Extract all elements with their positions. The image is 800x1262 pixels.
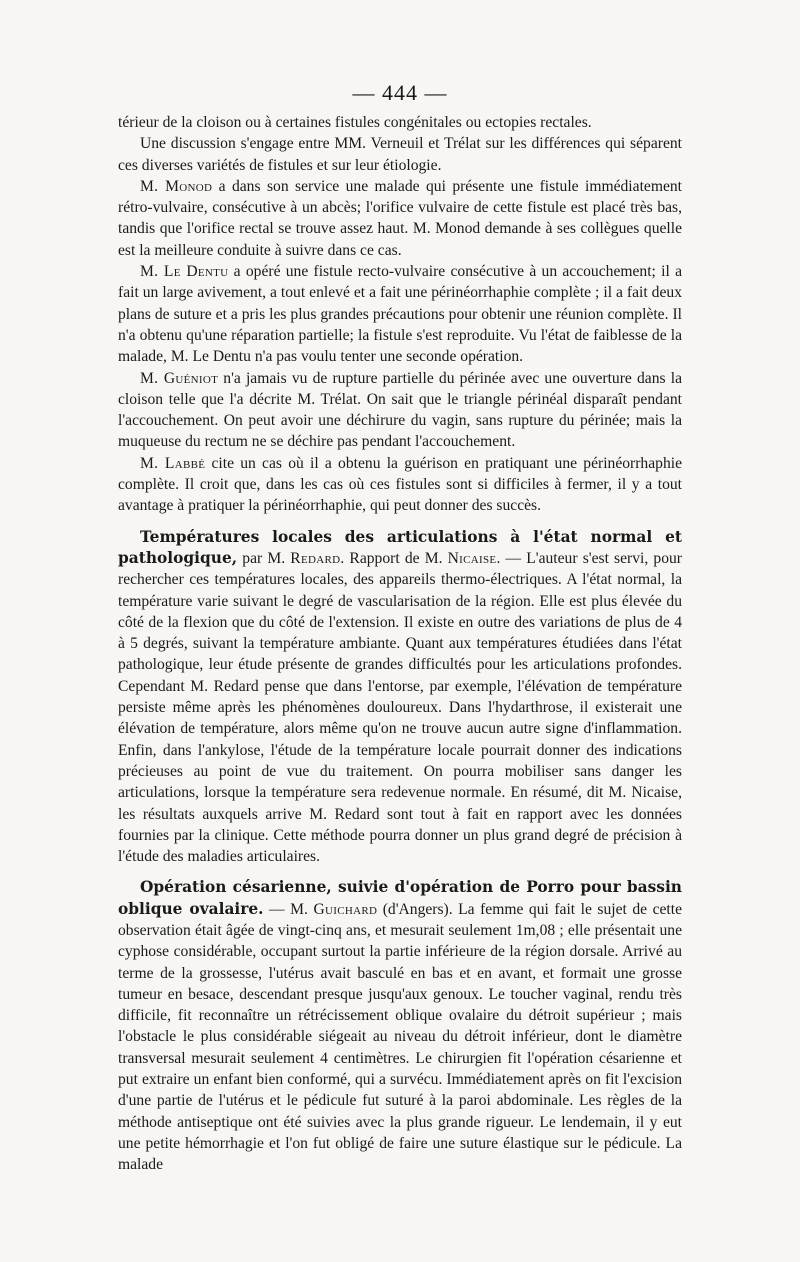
section-temperatures (118, 527, 682, 868)
author-name: Redard (290, 549, 341, 567)
paragraph-text: cite un cas où il a obtenu la guérison en pratiquant une périnéorrhaphie complète. Il croit que, dans les cas où ces fistules sont si difficiles à fermer, il y a tout avantage à pratiquer la périnéorrhaphie, qui peut donner des succès. (118, 454, 682, 515)
paragraph-text: a dans son service une malade qui présente une fistule immédiatement rétro-vulvaire, consécutive à un abcès; l'orifice vulvaire de cette fistule est placé très bas, tandis que l'orifice rectal se trouve assez haut. M. Monod demande à ses collègues quelle est la meilleure conduite à suivre dans ce cas. (118, 177, 682, 259)
paragraph-text: n'a jamais vu de rupture partielle du périnée avec une ouverture dans la cloison telle que l'a décrite M. Trélat. On sait que le triangle périnéal disparaît pendant l'accouchement. On peut avoir une déchirure du vagin, sans rupture du périnée; mais la muqueuse du rectum ne se déchire pas pendant l'accouchement. (118, 369, 682, 451)
section-cesarienne (118, 877, 682, 1175)
spacer (118, 867, 682, 877)
text-fragment: par M. (237, 549, 291, 567)
paragraph-continuation: térieur de la cloison ou à certaines fistules congénitales ou ectopies rectales. (118, 114, 592, 131)
section-title: Températures locales des articulations à l'état normal et pathologique, (118, 527, 682, 567)
text-fragment: . Rapport de M. (340, 549, 448, 567)
speaker-name: M. Labbé (140, 454, 206, 472)
author-name: Guichard (313, 900, 378, 918)
section-title: Opération césarienne, suivie d'opération de Porro pour bassin oblique ovalaire. (118, 878, 682, 918)
speaker-name: M. Le Dentu (140, 263, 229, 281)
paragraph-text: a opéré une fistule recto-vulvaire consécutive à un accouchement; il a fait un large avivement, a tout enlevé et a fait une périnéorrhaphie complète ; il a fait deux plans de suture et a pris les plus grandes précautions pour obtenir une réunion complète. Il n'a obtenu qu'une réparation partielle; la fistule s'est reproduite. Vu l'état de faiblesse de la malade, M. Le Dentu n'a pas voulu tenter une seconde opération. (118, 263, 682, 366)
rapporteur-name: Nicaise (447, 549, 497, 567)
spacer (118, 517, 682, 527)
paragraph-discussion: Une discussion s'engage entre MM. Verneuil et Trélat sur les différences qui séparent ces diverses variétés de fistules et sur leur étiologie. (118, 135, 682, 174)
paragraph-le-dentu (118, 261, 682, 367)
section-body: (d'Angers). La femme qui fait le sujet de cette observation était âgée de vingt-cinq ans, et mesurait seulement 1m,08 ; elle présentait une cyphose considérable, occupant surtout la partie inférieure de la région dorsale. Arrivé au terme de la grossesse, l'utérus avait basculé en bas et en avant, et formait une grosse tumeur en besace, descendant presque jusqu'aux genoux. Le toucher vaginal, rendu très difficile, fit reconnaître un rétrécissement oblique ovalaire du détroit supérieur ; mais l'obstacle le plus considérable siégeait au niveau du détroit inférieur, dont le diamètre transversal mesurait seulement 4 centimètres. Le chirurgien fit l'opération césarienne et put extraire un enfant bien conformé, qui a survécu. Immédiatement après on fit l'excision d'une partie de l'utérus et le pédicule fut suturé à la paroi abdominale. Les règles de la méthode antiseptique ont été suivies avec la plus grande rigueur. Le lendemain, il y eut une petite hémorrhagie et l'on fut obligé de faire une suture élastique sur le pédicule. La malade (118, 900, 683, 1174)
speaker-name: M. Guéniot (140, 369, 219, 387)
page-number: — 444 — (352, 80, 448, 105)
text-column (118, 112, 682, 1176)
text-fragment: — M. (263, 900, 314, 918)
speaker-name: M. Monod (140, 177, 213, 195)
paragraph-monod (118, 176, 682, 261)
paragraph-gueniot (118, 368, 682, 453)
section-body: . — L'auteur s'est servi, pour rechercher ces températures locales, des appareils thermo-électriques. A l'état normal, la température varie suivant le degré de vascularisation de la région. Elle est plus élevée du côté de la flexion que du côté de l'extension. Il existe en outre des variations de plus de 4 à 5 degrés, suivant la température ambiante. Quant aux températures étudiées dans l'état pathologique, leur étude présente de grandes difficultés pour les articulations profondes. Cependant M. Redard pense que dans l'entorse, par exemple, l'élévation de température persiste même après les phénomènes douloureux. Dans l'hydarthrose, il existerait une élévation de température, alors même qu'on ne trouve aucun autre signe d'inflammation. Enfin, dans l'ankylose, l'étude de la température locale pourrait donner des indications précieuses au point de vue du traitement. On pourra mobiliser sans danger les articulations, lorsque la température sera redevenue normale. En résumé, dit M. Nicaise, les résultats auxquels arrive M. Redard sont tout à fait en rapport avec les données fournies par la clinique. Cette méthode pourra donner un plus grand degré de précision à l'étude des maladies articulaires. (118, 549, 683, 866)
paragraph-labbe (118, 453, 682, 517)
